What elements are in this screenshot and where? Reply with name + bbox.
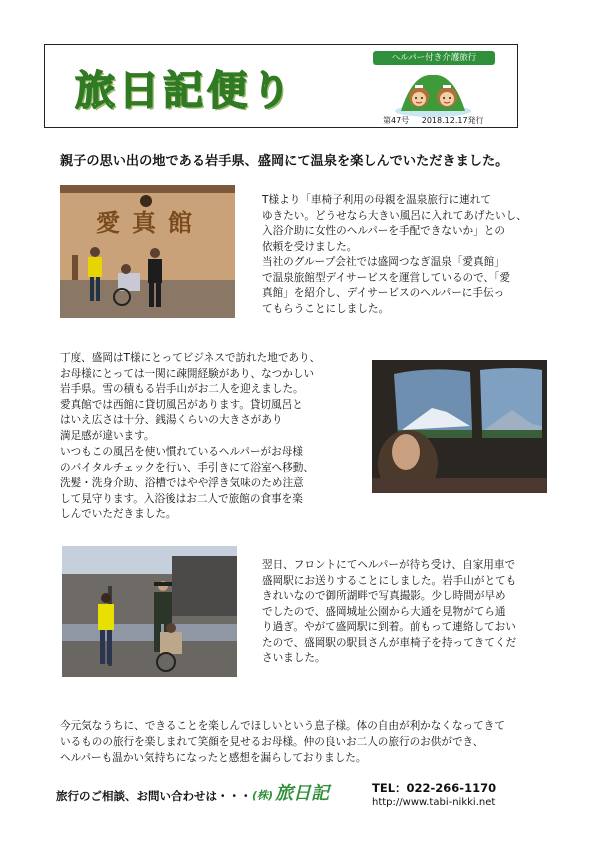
contact-lead: 旅行のご相談、お問い合わせは・・・ bbox=[56, 789, 252, 803]
photo-morioka-station bbox=[62, 546, 237, 677]
sign-aishinkan: 愛真館 bbox=[96, 208, 204, 237]
paragraph-request: T様より「車椅子利用の母親を温泉旅行に連れて ゆきたい。どうせなら大きい風呂に入れてあげたいし、 入浴介助に女性のヘルパーを手配できないか」との 依頼を受けました。 当社のグループ会社では盛岡つなぎ温泉「愛真館」 で温泉旅館型デイサービスを運営しているので、「愛 真館」を紹介し、デイサービスのヘルパーに手伝っ てもらうことにしました。 bbox=[262, 194, 527, 315]
website-link[interactable]: http://www.tabi-nikki.net bbox=[372, 797, 496, 808]
paragraph-bathing: いつもこの風呂を使い慣れているヘルパーがお母様 のバイタルチェックを行い、手引きにて浴室へ移動、 洗髪・洗身介助、浴槽ではやや浮き気味のため注意 して見守ります。入浴後はお二人で旅館の食事を楽 しんでいただきました。 bbox=[60, 446, 314, 520]
phone-number[interactable]: TEL：022-266-1170 bbox=[372, 781, 497, 795]
issue-date: 2018.12.17発行 bbox=[421, 116, 484, 125]
onsen-monkeys-icon bbox=[393, 69, 473, 117]
company-logo bbox=[252, 779, 329, 805]
newsletter-title: 旅日記便り bbox=[75, 67, 295, 114]
issue-number: 第47号 bbox=[383, 116, 410, 125]
photo-car-window-mt-iwate bbox=[372, 360, 547, 493]
paragraph-closing: 今元気なうちに、できることを楽しんでほしいという息子様。体の自由が利かなくなってきて いるものの旅行を楽しまれて笑顔を見せるお母様。仲の良いお二人の旅行のお供ができ、 ヘルパーも温かい気持ちになったと感想を漏らしておりました。 bbox=[60, 720, 505, 764]
company-type: (株) bbox=[252, 789, 274, 802]
newsletter-header bbox=[44, 44, 518, 128]
issue-info bbox=[383, 115, 494, 126]
article-headline: 親子の思い出の地である岩手県、盛岡にて温泉を楽しんでいただきました。 bbox=[60, 154, 509, 169]
paragraph-next-day: 翌日、フロントにてヘルパーが待ち受け、自家用車で 盛岡駅にお送りすることにしました。岩手山がとても きれいなので御所湖畔で写真撮影。少し時間が早め でしたので、盛岡城址公園から大通を見物がてら通 り過ぎ。やがて盛岡駅に到着。前もって連絡しておい たので、盛岡駅の駅員さんが車椅子を持ってきてくだ さいました。 bbox=[262, 559, 517, 664]
tagline-badge: ヘルパー付き介護旅行 bbox=[373, 51, 495, 65]
company-name: 旅日記 bbox=[275, 783, 330, 804]
paragraph-morioka: 丁度、盛岡はT様にとってビジネスで訪れた地であり、 お母様にとっては一関に疎開経験があり、なつかしい 岩手県。雪の積もる岩手山がお二人を迎えました。 愛真館では西館に貸切風呂があります。貸切風呂と はいえ広さは十分、銭湯くらいの大きさがあり 満足感が違います。 bbox=[60, 352, 321, 442]
photo-ryokan-entrance bbox=[60, 185, 235, 318]
